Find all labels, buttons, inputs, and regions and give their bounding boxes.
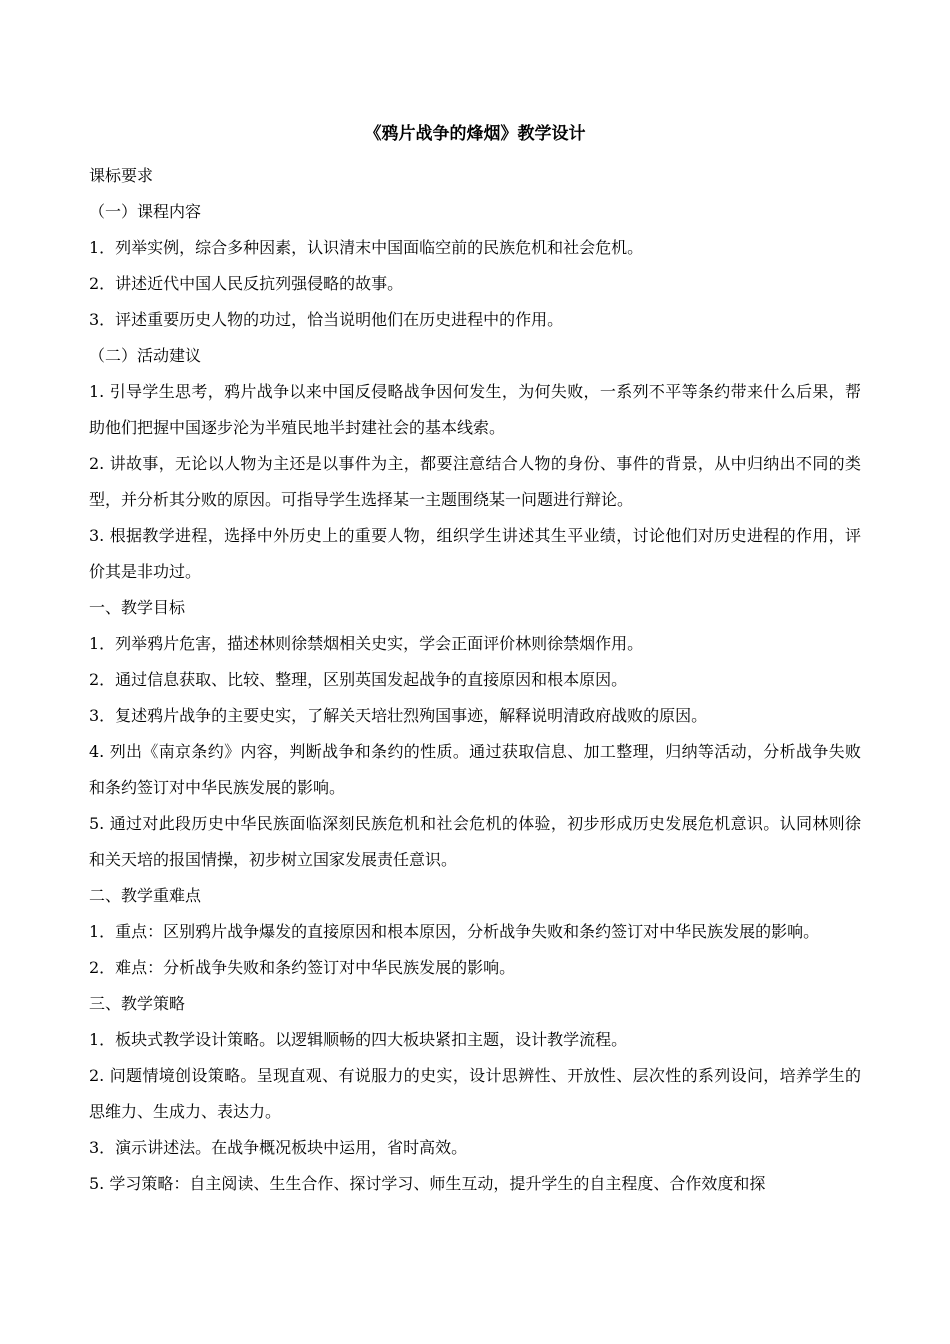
paragraph: 2．通过信息获取、比较、整理，区别英国发起战争的直接原因和根本原因。 xyxy=(89,670,628,689)
paragraph: 1．列举鸦片危害，描述林则徐禁烟相关史实，学会正面评价林则徐禁烟作用。 xyxy=(89,634,644,653)
heading-curriculum-standards: 课标要求 xyxy=(89,166,154,185)
paragraph: 3．复述鸦片战争的主要史实，了解关天培壮烈殉国事迹，解释说明清政府战败的原因。 xyxy=(89,706,708,725)
section-heading-teaching-objectives: 一、教学目标 xyxy=(89,598,186,617)
paragraph: 5. 通过对此段历史中华民族面临深刻民族危机和社会危机的体验，初步形成历史发展危机意识。认同林则徐和关天培的报国情操，初步树立国家发展责任意识。 xyxy=(89,814,861,869)
section-heading-key-points: 二、教学重难点 xyxy=(89,886,202,905)
paragraph: 1. 引导学生思考，鸦片战争以来中国反侵略战争因何发生，为何失败，一系列不平等条约带来什么后果，帮助他们把握中国逐步沦为半殖民地半封建社会的基本线索。 xyxy=(89,382,861,437)
paragraph: 1．列举实例，综合多种因素，认识清末中国面临空前的民族危机和社会危机。 xyxy=(89,238,644,257)
paragraph: 2. 讲故事，无论以人物为主还是以事件为主，都要注意结合人物的身份、事件的背景，从中归纳出不同的类型，并分析其分败的原因。可指导学生选择某一主题围绕某一问题进行辩论。 xyxy=(89,454,861,509)
paragraph: 2．讲述近代中国人民反抗列强侵略的故事。 xyxy=(89,274,404,293)
paragraph: 1．板块式教学设计策略。以逻辑顺畅的四大板块紧扣主题，设计教学流程。 xyxy=(89,1030,628,1049)
paragraph: 3．评述重要历史人物的功过，恰当说明他们在历史进程中的作用。 xyxy=(89,310,564,329)
section-heading-teaching-strategies: 三、教学策略 xyxy=(89,994,186,1013)
paragraph: 2．难点：分析战争失败和条约签订对中华民族发展的影响。 xyxy=(89,958,516,977)
subheading-activity-suggestions: （二）活动建议 xyxy=(89,346,202,365)
subheading-course-content: （一）课程内容 xyxy=(89,202,202,221)
paragraph: 5. 学习策略：自主阅读、生生合作、探讨学习、师生互动，提升学生的自主程度、合作效度和探 xyxy=(89,1174,766,1193)
paragraph: 1．重点：区别鸦片战争爆发的直接原因和根本原因，分析战争失败和条约签订对中华民族发展的影响。 xyxy=(89,922,820,941)
paragraph: 4. 列出《南京条约》内容，判断战争和条约的性质。通过获取信息、加工整理，归纳等活动，分析战争失败和条约签订对中华民族发展的影响。 xyxy=(89,742,861,797)
document-body xyxy=(89,158,861,1202)
paragraph: 3. 根据教学进程，选择中外历史上的重要人物，组织学生讲述其生平业绩，讨论他们对历史进程的作用，评价其是非功过。 xyxy=(89,526,861,581)
paragraph: 2. 问题情境创设策略。呈现直观、有说服力的史实，设计思辨性、开放性、层次性的系列设问，培养学生的思维力、生成力、表达力。 xyxy=(89,1066,861,1121)
paragraph: 3．演示讲述法。在战争概况板块中运用，省时高效。 xyxy=(89,1138,468,1157)
document-title: 《鸦片战争的烽烟》教学设计 xyxy=(364,124,586,144)
